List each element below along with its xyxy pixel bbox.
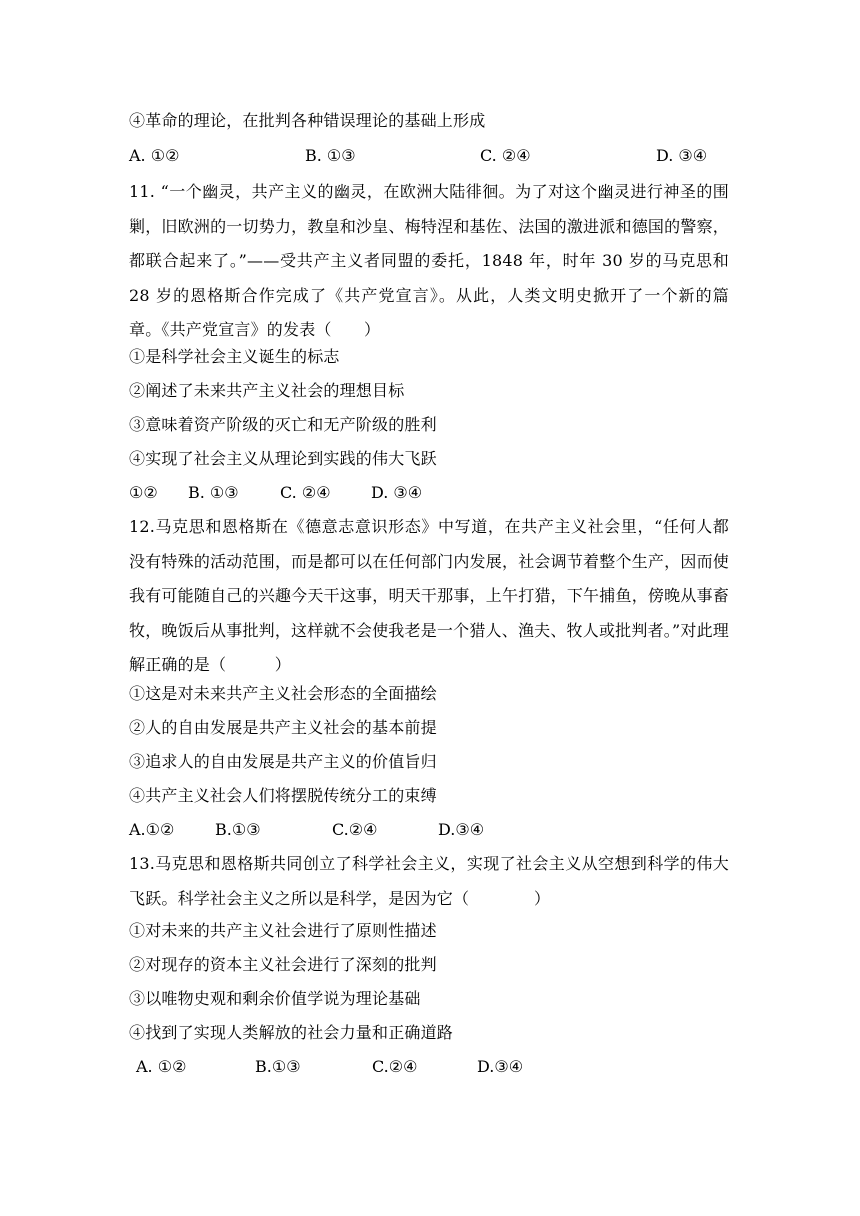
- q13-stem: 13.马克思和恩格斯共同创立了科学社会主义，实现了社会主义从空想到科学的伟大飞跃。科学社会主义之所以是科学，是因为它（ ）: [129, 854, 729, 908]
- q13-option-3: ③以唯物史观和剩余价值学说为理论基础: [129, 989, 421, 1008]
- q10-answer-d: D. ③④: [656, 146, 708, 165]
- q11-answer-a: ①②: [129, 483, 158, 502]
- q12-option-1: ①这是对未来共产主义社会形态的全面描绘: [129, 684, 437, 703]
- q13-answer-a: A. ①②: [136, 1057, 187, 1076]
- q12-answer-choices: [129, 819, 749, 841]
- q11-answer-choices: [129, 482, 749, 504]
- q11-option-1: ①是科学社会主义诞生的标志: [129, 347, 340, 366]
- q12-option-4: ④共产主义社会人们将摆脱传统分工的束缚: [129, 786, 437, 805]
- q12-option-2: ②人的自由发展是共产主义社会的基本前提: [129, 718, 437, 737]
- q13-answer-choices: [129, 1056, 749, 1078]
- q11-option-3: ③意味着资产阶级的灭亡和无产阶级的胜利: [129, 415, 437, 434]
- q13-option-1: ①对未来的共产主义社会进行了原则性描述: [129, 921, 437, 940]
- q12-stem: 12.马克思和恩格斯在《德意志意识形态》中写道，在共产主义社会里，“任何人都没有特殊的活动范围，而是都可以在任何部门内发展，社会调节着整个生产，因而使我有可能随自己的兴趣今天干这事，明天干那事，上午打猎，下午捕鱼，傍晚从事畜牧，晚饭后从事批判，这样就不会使我老是一个猎人、渔夫、牧人或批判者。”对此理解正确的是（ ）: [129, 517, 729, 674]
- q11-option-2: ②阐述了未来共产主义社会的理想目标: [129, 381, 405, 400]
- q10-answer-choices: [129, 145, 749, 167]
- q12-answer-d: D.③④: [438, 820, 485, 839]
- q11-answer-d: D. ③④: [371, 483, 423, 502]
- q11-answer-b: B. ①③: [188, 483, 239, 502]
- q11-stem: 11. “一个幽灵，共产主义的幽灵，在欧洲大陆徘徊。为了对这个幽灵进行神圣的围剿，旧欧洲的一切势力，教皇和沙皇、梅特涅和基佐、法国的激进派和德国的警察，都联合起来了。”——受共产主义者同盟的委托，1848 年，时年 30 岁的马克思和 28 岁的恩格斯合作完成了《共产党宣言》。从此，人类文明史掀开了一个新的篇章。《共产党宣言》的发表（ ）: [129, 182, 729, 339]
- q12-answer-c: C.②④: [332, 820, 378, 839]
- q12-answer-b: B.①③: [215, 820, 261, 839]
- q13-answer-d: D.③④: [477, 1057, 524, 1076]
- q11-answer-c: C. ②④: [280, 483, 331, 502]
- q13-answer-c: C.②④: [372, 1057, 418, 1076]
- q12-answer-a: A.①②: [129, 820, 175, 839]
- q12-option-3: ③追求人的自由发展是共产主义的价值旨归: [129, 752, 437, 771]
- q10-answer-c: C. ②④: [480, 146, 531, 165]
- q10-answer-b: B. ①③: [305, 146, 356, 165]
- q10-option-4: ④革命的理论，在批判各种错误理论的基础上形成: [129, 111, 486, 130]
- q13-option-4: ④找到了实现人类解放的社会力量和正确道路: [129, 1023, 454, 1042]
- q13-option-2: ②对现存的资本主义社会进行了深刻的批判: [129, 955, 437, 974]
- q13-answer-b: B.①③: [255, 1057, 301, 1076]
- q11-option-4: ④实现了社会主义从理论到实践的伟大飞跃: [129, 449, 437, 468]
- q10-answer-a: A. ①②: [129, 146, 180, 165]
